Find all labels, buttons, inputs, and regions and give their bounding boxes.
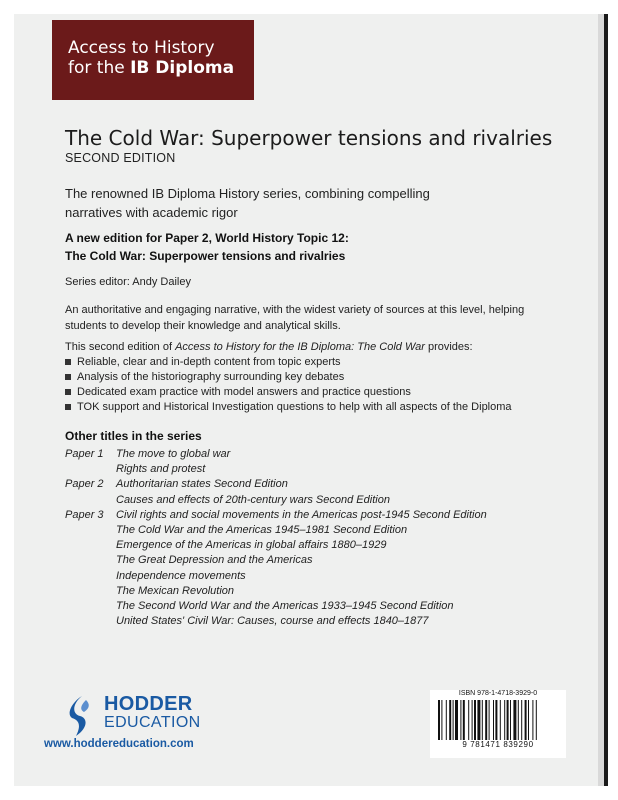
series-title: The move to global war (116, 448, 231, 460)
series-banner-bold: IB Diploma (130, 58, 235, 78)
series-editor: Series editor: Andy Dailey (65, 276, 191, 288)
intro-line (65, 340, 545, 355)
series-title: The Great Depression and the Americas (116, 554, 313, 567)
feature-item: Dedicated exam practice with model answers and practice questions (65, 385, 512, 400)
barcode-number: 9 781471 839290 (462, 740, 534, 749)
feature-list (65, 355, 512, 415)
series-title: Emergence of the Americas in global affairs 1880–1929 (116, 539, 387, 552)
intro-italic: Access to History for the IB Diploma: The Cold War (175, 341, 425, 353)
barcode-bars (438, 700, 560, 740)
book-edition: SECOND EDITION (65, 151, 176, 165)
paper-label: Paper 1 (65, 448, 104, 460)
series-banner-line2 (68, 58, 254, 79)
hodder-swoosh-icon (68, 694, 94, 738)
paper-label: Paper 3 (65, 508, 104, 521)
series-title: The Second World War and the Americas 1933–1945 Second Edition (116, 600, 454, 613)
topic-line1: A new edition for Paper 2, World History Topic 12: (65, 231, 349, 245)
other-titles-heading: Other titles in the series (65, 429, 202, 443)
paper-label: Paper 2 (65, 478, 104, 491)
isbn-label: ISBN 978-1-4718-3929-0 (458, 690, 538, 697)
publisher-name: HODDER (104, 693, 193, 715)
topic-line2: The Cold War: Superpower tensions and rivalries (65, 249, 346, 263)
barcode (430, 690, 566, 758)
intro-suffix: provides: (424, 341, 473, 353)
series-banner-line1: Access to History (68, 38, 215, 58)
intro-prefix: This second edition of (65, 341, 176, 353)
series-banner (52, 20, 254, 100)
description: An authoritative and engaging narrative, with the widest variety of sources at this level, helping students to develop their knowledge and analytical skills. (65, 304, 525, 332)
publisher-url[interactable]: www.hoddereducation.com (44, 738, 194, 750)
feature-item: Reliable, clear and in-depth content from topic experts (65, 355, 512, 370)
series-title: Independence movements (116, 569, 246, 582)
series-title: United States' Civil War: Causes, course and effects 1840–1877 (116, 615, 429, 628)
series-title: Causes and effects of 20th-century wars Second Edition (116, 493, 390, 506)
book-title: The Cold War: Superpower tensions and rivalries (65, 126, 553, 150)
feature-item: TOK support and Historical Investigation questions to help with all aspects of the Diploma (65, 400, 512, 415)
publisher-name-sub: EDUCATION (104, 714, 201, 731)
series-title: Authoritarian states Second Edition (116, 478, 288, 491)
series-title: Civil rights and social movements in the Americas post-1945 Second Edition (116, 508, 487, 521)
series-banner-prefix: for the (68, 58, 131, 78)
series-title: Rights and protest (116, 463, 206, 476)
tagline: The renowned IB Diploma History series, combining compelling narratives with academic rigor (65, 186, 430, 220)
cover-edge (604, 14, 608, 786)
series-title: The Cold War and the Americas 1945–1981 Second Edition (116, 524, 408, 537)
feature-item: Analysis of the historiography surrounding key debates (65, 370, 512, 385)
paper-group (65, 508, 487, 630)
other-titles-list (65, 447, 487, 629)
paper-group (65, 447, 487, 477)
paper-group (65, 477, 487, 507)
series-title: The Mexican Revolution (116, 584, 235, 597)
topic-block (65, 229, 495, 265)
